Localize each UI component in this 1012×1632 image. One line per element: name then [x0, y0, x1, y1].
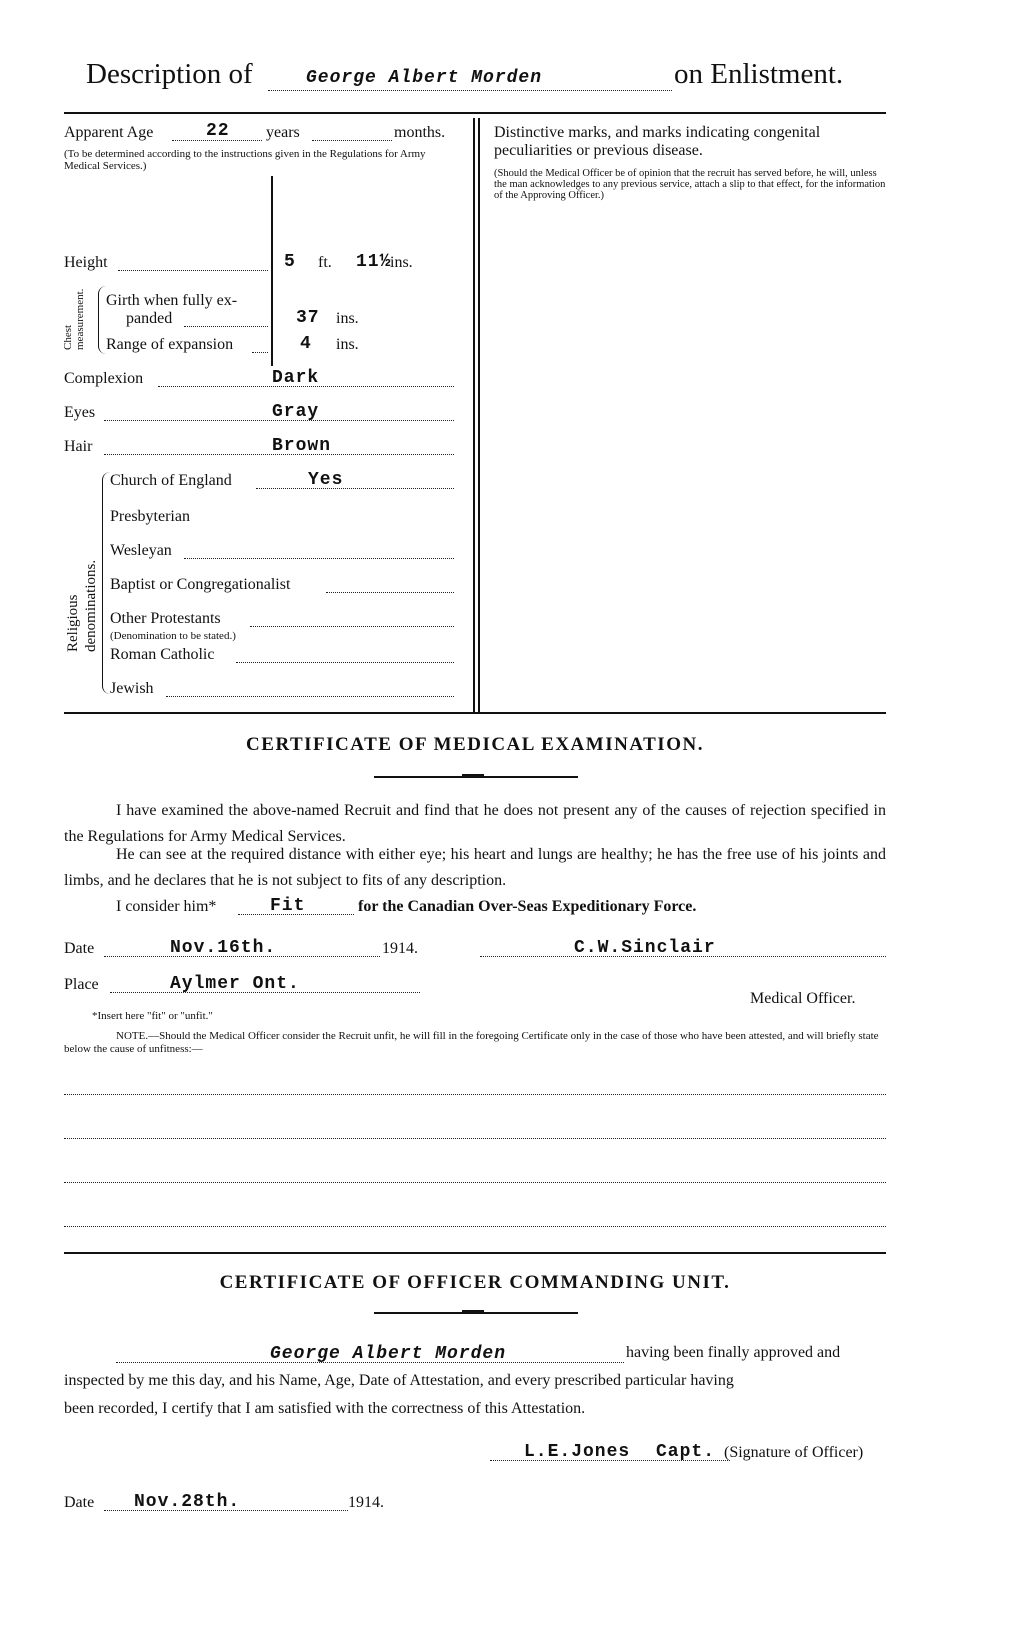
- unfitness-line-1: [64, 1094, 886, 1095]
- girth-dots: [184, 326, 268, 327]
- range-label: Range of expansion: [106, 336, 234, 353]
- height-ft-value: 5: [284, 252, 296, 272]
- range-dots: [252, 352, 268, 353]
- girth-value: 37: [296, 308, 320, 328]
- height-dots: [118, 270, 268, 271]
- height-label: Height: [64, 254, 108, 271]
- header-suffix: on Enlistment.: [674, 58, 844, 90]
- jewish-dots: [166, 696, 454, 697]
- eyes-value: Gray: [272, 402, 320, 422]
- years-label: years: [266, 124, 300, 141]
- commanding-certificate-heading: CERTIFICATE OF OFFICER COMMANDING UNIT.: [219, 1272, 731, 1293]
- girth-unit: ins.: [336, 310, 359, 327]
- recruit-name: George Albert Morden: [306, 68, 543, 88]
- signature-of-officer-label: (Signature of Officer): [724, 1444, 864, 1461]
- column-divider-inner: [478, 118, 480, 712]
- fit-value: Fit: [270, 896, 306, 916]
- height-ins-label: ins.: [390, 254, 413, 271]
- header-rule: [64, 112, 886, 114]
- months-label: months.: [394, 124, 446, 141]
- unfitness-line-4: [64, 1226, 886, 1227]
- medical-heading-rule-mark: [462, 774, 484, 778]
- measurement-divider: [271, 176, 273, 366]
- commanding-date-value: Nov.28th.: [134, 1492, 241, 1512]
- church-england-value: Yes: [308, 470, 344, 490]
- complexion-value: Dark: [272, 368, 320, 388]
- jewish-label: Jewish: [110, 680, 154, 697]
- medical-certificate-heading: CERTIFICATE OF MEDICAL EXAMINATION.: [246, 734, 704, 755]
- medical-paragraph-1: I have examined the above-named Recruit and find that he does not present any of the causes of rejection specified in the Regulations for Army Medical Services.: [64, 802, 886, 845]
- unfit-note: NOTE.—Should the Medical Officer consider the Recruit unfit, he will fill in the foregoing Certificate only in the case of those who have been attested, and will briefly state below the cause of unfitness:—: [64, 1030, 879, 1055]
- commanding-section-rule: [64, 1252, 886, 1254]
- commanding-line2: inspected by me this day, and his Name, Age, Date of Attestation, and every prescribed particular having: [64, 1372, 734, 1389]
- girth-label-2: panded: [126, 310, 173, 327]
- commanding-recruit-name: George Albert Morden: [270, 1344, 507, 1364]
- commanding-line3: been recorded, I certify that I am satisfied with the correctness of this Attestation.: [64, 1400, 586, 1417]
- place-value: Aylmer Ont.: [170, 974, 300, 994]
- age-note: (To be determined according to the instructions given in the Regulations for Army Medical Services.): [64, 148, 426, 172]
- medical-paragraph-2: He can see at the required distance with either eye; his heart and lungs are healthy; he has the free use of his joints and limbs, and he declares that he is not subject to fits of any description.: [64, 846, 886, 889]
- section-rule: [64, 712, 886, 714]
- unfitness-line-3: [64, 1182, 886, 1183]
- eyes-label: Eyes: [64, 404, 96, 421]
- ft-label: ft.: [318, 254, 332, 271]
- header-prefix: Description of: [86, 58, 253, 90]
- church-england-dots: [256, 488, 454, 489]
- church-england-label: Church of England: [110, 472, 232, 489]
- medical-officer-signature: C.W.Sinclair: [574, 938, 716, 958]
- other-protestants-note: (Denomination to be stated.): [110, 630, 236, 642]
- other-protestants-label: Other Protestants: [110, 610, 221, 627]
- commanding-line1-suffix: having been finally approved and: [626, 1344, 841, 1361]
- religious-denominations-label: Religious denominations.: [65, 559, 99, 652]
- months-dots: [312, 140, 392, 141]
- range-value: 4: [300, 334, 312, 354]
- medical-date-label: Date: [64, 940, 95, 957]
- chest-measurement-label: Chest measurement.: [62, 288, 86, 350]
- commanding-year: 1914.: [348, 1494, 384, 1511]
- wesleyan-label: Wesleyan: [110, 542, 172, 559]
- commanding-heading-rule-mark: [462, 1310, 484, 1314]
- consider-prefix: I consider him*: [116, 898, 217, 915]
- baptist-dots: [326, 592, 454, 593]
- unfitness-line-2: [64, 1138, 886, 1139]
- height-ins-value: 11½: [356, 252, 392, 272]
- commanding-date-label: Date: [64, 1494, 95, 1511]
- column-divider: [473, 118, 475, 712]
- consider-suffix: for the Canadian Over-Seas Expeditionary Force.: [358, 898, 697, 915]
- distinctive-marks-heading: Distinctive marks, and marks indicating congenital peculiarities or previous disease.: [494, 124, 821, 159]
- distinctive-marks-note: (Should the Medical Officer be of opinion that the recruit has served before, he will, unless the man acknowledges to any previous service, attach a slip to that effect, for the information of the Approving Officer.): [494, 168, 886, 201]
- medical-year: 1914.: [382, 940, 418, 957]
- officer-rank: Capt.: [656, 1442, 716, 1462]
- place-label: Place: [64, 976, 99, 993]
- age-value: 22: [206, 121, 230, 141]
- roman-catholic-label: Roman Catholic: [110, 646, 215, 663]
- insert-note: *Insert here "fit" or "unfit.": [92, 1010, 213, 1022]
- hair-value: Brown: [272, 436, 332, 456]
- header-name-line: [268, 90, 672, 91]
- wesleyan-dots: [184, 558, 454, 559]
- complexion-label: Complexion: [64, 370, 144, 387]
- medical-officer-label: Medical Officer.: [750, 990, 856, 1007]
- roman-catholic-dots: [236, 662, 454, 663]
- medical-date-value: Nov.16th.: [170, 938, 277, 958]
- presbyterian-label: Presbyterian: [110, 508, 190, 525]
- baptist-label: Baptist or Congregationalist: [110, 576, 291, 593]
- other-protestants-dots: [250, 626, 454, 627]
- apparent-age-label: Apparent Age: [64, 124, 154, 141]
- officer-signature: L.E.Jones: [524, 1442, 631, 1462]
- range-unit: ins.: [336, 336, 359, 353]
- hair-label: Hair: [64, 438, 93, 455]
- girth-label-1: Girth when fully ex-: [106, 292, 238, 309]
